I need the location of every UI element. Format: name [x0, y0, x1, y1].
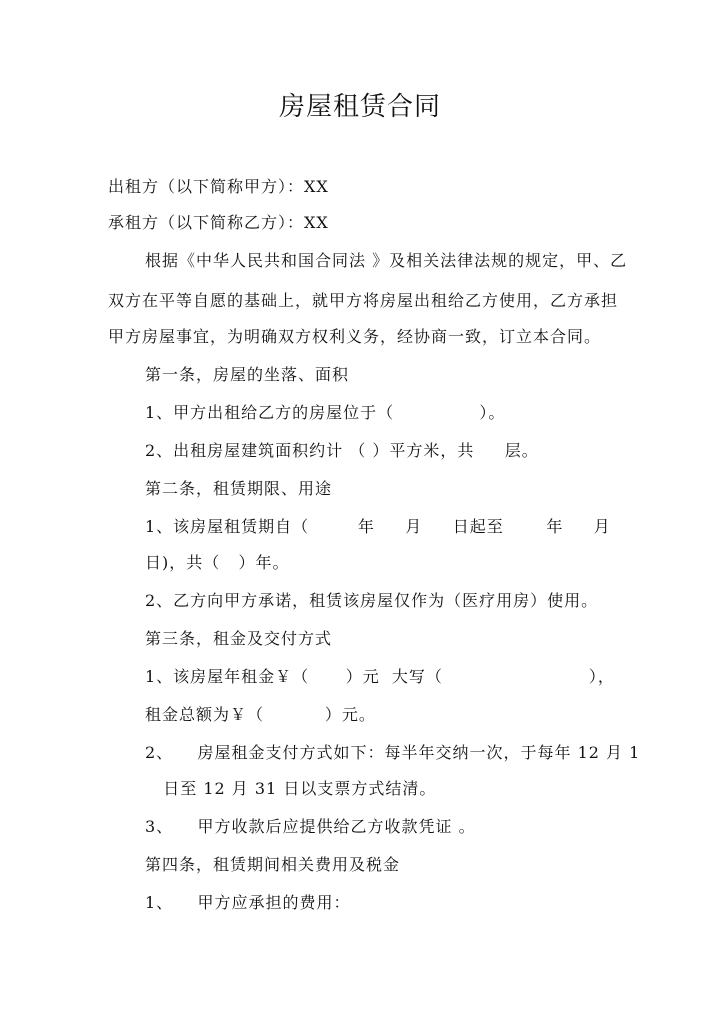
article-2-clause-1-line-2: 日)，共（ ）年。 — [145, 553, 290, 572]
lessor-line: 出租方（以下简称甲方）：XX — [108, 177, 329, 196]
article-4-clause-1: 1、 甲方应承担的费用： — [145, 893, 351, 912]
article-4-heading: 第四条，租赁期间相关费用及税金 — [145, 855, 401, 874]
article-2-heading: 第二条，租赁期限、用途 — [145, 479, 333, 498]
article-1-clause-2: 2、出租房屋建筑面积约计 （ ）平方米，共 层。 — [145, 441, 539, 460]
article-3-clause-3: 3、 甲方收款后应提供给乙方收款凭证 。 — [145, 817, 476, 836]
document-title: 房屋租赁合同 — [278, 92, 441, 122]
article-2-clause-1-line-1: 1、该房屋租赁期自（ 年 月 日起至 年 月 — [145, 517, 611, 536]
article-1-heading: 第一条，房屋的坐落、面积 — [145, 365, 350, 384]
article-1-clause-1: 1、甲方出租给乙方的房屋位于（ ）。 — [145, 403, 506, 422]
article-3-heading: 第三条，租金及交付方式 — [145, 629, 333, 648]
preamble-line-1: 根据《中华人民共和国合同法 》及相关法律法规的规定，甲、乙 — [145, 251, 628, 270]
lessee-line: 承租方（以下简称乙方）：XX — [108, 213, 329, 232]
article-3-clause-2-line-2: 日至 12 月 31 日以支票方式结清。 — [145, 779, 437, 798]
article-2-clause-2: 2、乙方向甲方承诺，租赁该房屋仅作为（医疗用房）使用。 — [145, 591, 599, 610]
article-3-clause-1-line-2: 租金总额为￥（ ）元。 — [145, 705, 376, 724]
article-3-clause-1-line-1: 1、该房屋年租金￥（ ）元 大写（ ）， — [145, 667, 615, 686]
article-3-clause-2-line-1: 2、 房屋租金支付方式如下：每半年交纳一次，于每年 12 月 1 — [145, 743, 641, 762]
preamble-line-2: 双方在平等自愿的基础上，就甲方将房屋出租给乙方使用，乙方承担 — [108, 291, 619, 310]
preamble-line-3: 甲方房屋事宜，为明确双方权利义务，经协商一致，订立本合同。 — [108, 327, 602, 346]
